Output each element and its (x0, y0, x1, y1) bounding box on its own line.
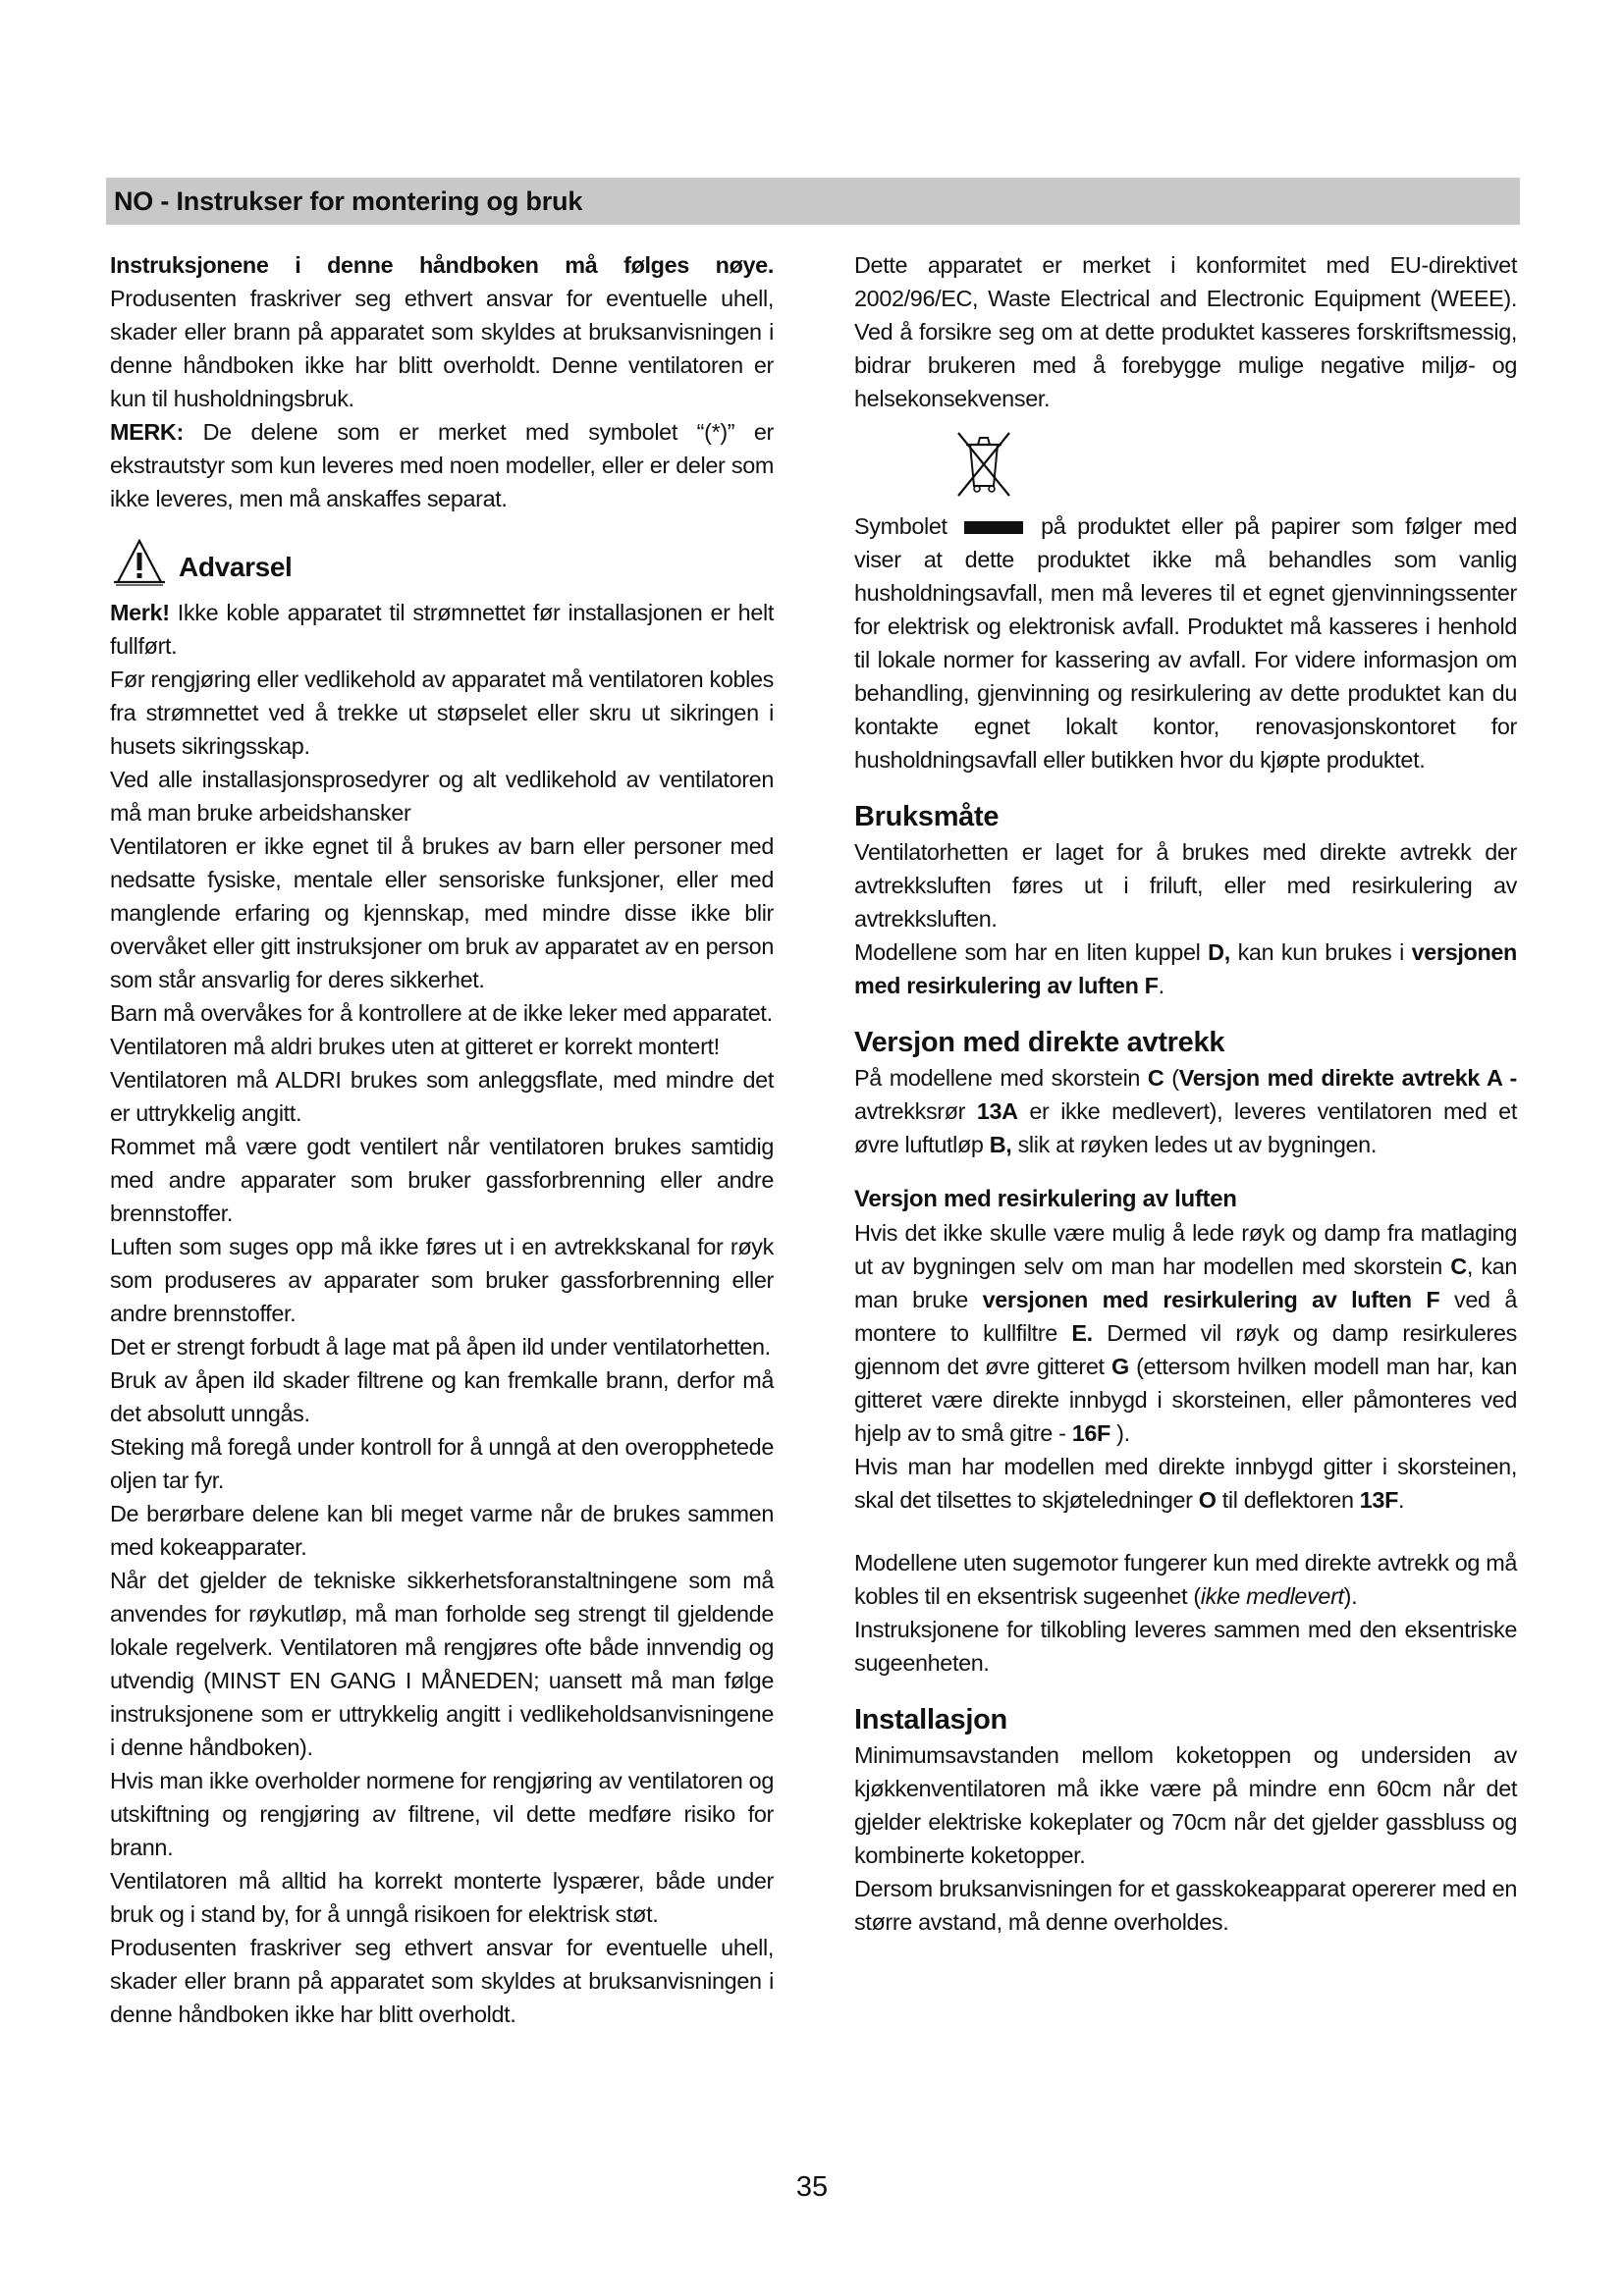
section-header-bar (106, 178, 1520, 225)
safety-paragraph: Før rengjøring eller vedlikehold av apparatet må ventilatoren kobles fra strømnettet ved å trekke ut støpselet eller skru ut sikringen i husets sikringsskap. (110, 667, 774, 759)
safety-paragraph: Hvis man ikke overholder normene for rengjøring av ventilatoren og utskiftning og rengjøring av filtrene, vil dette medføre risiko for brann. (110, 1768, 774, 1860)
bruksmate-paragraph-2 (854, 935, 1517, 1002)
weee-paragraph: Dette apparatet er merket i konformitet med EU-direktivet 2002/96/EC, Waste Electrical and Electronic Equipment (WEEE). Ved å forsikre seg om at dette produktet kasseres forskriftsmessig, bidrar brukeren med å forebygge mulige negative miljø- og helsekonsekvenser. (854, 252, 1517, 411)
bold-run: G (1110, 1354, 1129, 1379)
text-run: til deflektoren (1216, 1487, 1360, 1513)
black-bar-symbol-icon (964, 521, 1023, 534)
direkte-paragraph (854, 1061, 1517, 1161)
bruksmate-paragraph-1: Ventilatorhetten er laget for å brukes med direkte avtrekk der avtrekksluften føres ut i friluft, eller med resirkulering av avtrekksluften. (854, 839, 1517, 932)
text-run: På modellene med skorstein (854, 1065, 1148, 1091)
installasjon-paragraph-2: Dersom bruksanvisningen for et gasskokeapparat opererer med en større avstand, må denne overholdes. (854, 1876, 1517, 1935)
text-run: (ettersom hvilken modell man har, kan gitteret være direkte innbygd i skorsteinen, eller påmonteres ved hjelp av to små gitre - (854, 1354, 1517, 1446)
bold-run: E. (1071, 1320, 1093, 1346)
sugemotor-paragraph-2: Instruksjonene for tilkobling leveres sammen med den eksentriske sugeenheten. (854, 1617, 1517, 1676)
bold-run: B, (989, 1132, 1012, 1157)
warning-title: Advarsel (179, 552, 293, 582)
safety-paragraph: Ventilatoren må ALDRI brukes som anleggsflate, med mindre det er uttrykkelig angitt. (110, 1067, 774, 1126)
symbol-paragraph (854, 509, 1517, 776)
safety-paragraph: Barn må overvåkes for å kontrollere at de ikke leker med apparatet. (110, 1000, 773, 1026)
intro-bold: Instruksjonene i denne håndboken må følges nøye. (110, 252, 774, 278)
resirk-paragraph-1 (854, 1216, 1517, 1450)
safety-paragraph: Steking må foregå under kontroll for å unngå at den overopphetede oljen tar fyr. (110, 1434, 774, 1493)
text-run: . (1398, 1487, 1405, 1513)
bold-run: C (1147, 1065, 1164, 1091)
bruksmate-heading: Bruksmåte (854, 801, 1000, 832)
text-run: kan kun brukes i (1229, 939, 1412, 965)
text-run: ( (1164, 1065, 1179, 1091)
text-run: ved å montere to kullfiltre (854, 1287, 1518, 1346)
text-run: Dermed vil røyk og damp resirkuleres gjennom det øvre gitteret (854, 1320, 1518, 1379)
merk2-label: Merk! (110, 600, 170, 625)
page-number: 35 (795, 2171, 829, 2203)
safety-paragraph: Ved alle installasjonsprosedyrer og alt vedlikehold av ventilatoren må man bruke arbeidshansker (110, 767, 774, 826)
resirk-heading: Versjon med resirkulering av luften (854, 1186, 1237, 1212)
intro-text: Produsenten fraskriver seg ethvert ansvar for eventuelle uhell, skader eller brann på apparatet som skyldes at bruksanvisningen i denne håndboken ikke har blitt overholdt. Denne ventilatoren er kun til husholdningsbruk. (110, 286, 774, 411)
symbol-post: på produktet eller på papirer som følger med viser at dette produktet ikke må behandles som vanlig husholdningsavfall, men må leveres til et egnet gjenvinningssenter for elektrisk og elektronisk avfall. Produktet må kasseres i henhold til lokale normer for kassering av avfall. For videre informasjon om behandling, gjenvinning og resirkulering av dette produktet kan du kontakte egnet lokalt kontor, renovasjonskontoret for husholdningsavfall eller butikken hvor du kjøpte produktet. (854, 513, 1517, 773)
right-column (854, 248, 1517, 1939)
warning-heading (110, 537, 774, 596)
text-run: er ikke medlevert), leveres ventilatoren med et øvre luftutløp (854, 1098, 1517, 1157)
merk-label: MERK: (110, 419, 184, 445)
text-run: , kan man bruke (854, 1254, 1517, 1312)
safety-paragraph: Produsenten fraskriver seg ethvert ansvar for eventuelle uhell, skader eller brann på apparatet som skyldes at bruksanvisningen i denne håndboken ikke har blitt overholdt. (110, 1935, 774, 2027)
italic-run: ikke medlevert (1200, 1583, 1344, 1609)
bold-run: C (1450, 1254, 1467, 1279)
bold-run: versjonen med resirkulering av luften F (982, 1287, 1440, 1312)
safety-paragraph: Rommet må være godt ventilert når ventilatoren brukes samtidig med andre apparater som bruker gassforbrenning eller andre brennstoffer. (110, 1134, 774, 1226)
safety-paragraph: Ventilatoren må alltid ha korrekt monterte lyspærer, både under bruk og i stand by, for å unngå risikoen for elektrisk støt. (110, 1868, 774, 1927)
section-header-title: NO - Instrukser for montering og bruk (114, 187, 583, 216)
bold-run: Versjon med direkte avtrekk A - (1178, 1065, 1517, 1091)
text-run: ). (1343, 1583, 1358, 1609)
warning-triangle-icon (112, 537, 167, 586)
direkte-heading: Versjon med direkte avtrekk (854, 1027, 1225, 1058)
text-run: avtrekksrør (854, 1098, 977, 1124)
left-column (110, 248, 774, 2031)
safety-paragraph: De berørbare delene kan bli meget varme når de brukes sammen med kokeapparater. (110, 1501, 774, 1560)
text-run: Hvis man har modellen med direkte innbygd gitter i skorsteinen, skal det tilsettes to skjøteledninger (854, 1454, 1517, 1513)
installasjon-paragraph-1: Minimumsavstanden mellom koketoppen og undersiden av kjøkkenventilatoren må ikke være på mindre enn 60cm når det gjelder elektriske kokeplater og 70cm når det gjelder gassbluss og kombinerte koketopper. (854, 1742, 1517, 1868)
weee-crossed-bin-icon (945, 423, 1023, 502)
text-run: ). (1110, 1420, 1130, 1446)
merk-text: De delene som er merket med symbolet “(*)” er ekstrautstyr som kun leveres med noen modeller, eller er deler som ikke leveres, men må anskaffes separat. (110, 419, 774, 511)
safety-paragraph: Det er strengt forbudt å lage mat på åpen ild under ventilatorhetten. (110, 1334, 771, 1360)
safety-paragraph: Luften som suges opp må ikke føres ut i en avtrekkskanal for røyk som produseres av apparater som bruker gassforbrenning eller andre brennstoffer. (110, 1234, 774, 1326)
bold-run: 16F (1071, 1420, 1110, 1446)
bold-run: 13F (1359, 1487, 1399, 1513)
text-run: . (1158, 973, 1164, 998)
safety-paragraph: Når det gjelder de tekniske sikkerhetsforanstaltningene som må anvendes for røykutløp, må man forholde seg strengt til gjeldende lokale regelverk. Ventilatoren må rengjøres ofte både innvendig og utvendig (MINST EN GANG I MÅNEDEN; uansett må man følge instruksjonene som er uttrykkelig angitt i vedlikeholdsanvisningene i denne håndboken). (110, 1568, 774, 1760)
text-run: Hvis det ikke skulle være mulig å lede røyk og damp fra matlaging ut av bygningen selv om man har modellen med skorstein (854, 1220, 1517, 1279)
merk-paragraph (110, 415, 774, 515)
bold-run: 13A (976, 1098, 1018, 1124)
symbol-pre: Symbolet (854, 513, 947, 539)
sugemotor-paragraph-1 (854, 1546, 1517, 1613)
bold-run: O (1198, 1487, 1217, 1513)
bold-run: versjonen med resirkulering av luften F (854, 939, 1517, 998)
text-run: slik at røyken ledes ut av bygningen. (1011, 1132, 1377, 1157)
merk2-text: Ikke koble apparatet til strømnettet før installasjonen er helt fullført. (110, 600, 774, 659)
installasjon-heading: Installasjon (854, 1704, 1007, 1735)
resirk-paragraph-2 (854, 1450, 1517, 1517)
merk2-paragraph (110, 596, 774, 663)
text-run: Modellene som har en liten kuppel (854, 939, 1209, 965)
bold-run: D, (1208, 939, 1230, 965)
safety-paragraph: Ventilatoren er ikke egnet til å brukes av barn eller personer med nedsatte fysiske, mentale eller sensoriske funksjoner, eller med manglende erfaring og kjennskap, med mindre disse ikke blir overvåket eller gitt instruksjoner om bruk av apparatet av en person som står ansvarlig for deres sikkerhet. (110, 833, 774, 992)
safety-paragraph: Ventilatoren må aldri brukes uten at gitteret er korrekt montert! (110, 1034, 720, 1059)
safety-paragraph: Bruk av åpen ild skader filtrene og kan fremkalle brann, derfor må det absolutt unngås. (110, 1367, 774, 1426)
text-run: Modellene uten sugemotor fungerer kun med direkte avtrekk og må kobles til en eksentrisk sugeenhet ( (854, 1550, 1517, 1609)
intro-paragraph (110, 248, 774, 415)
